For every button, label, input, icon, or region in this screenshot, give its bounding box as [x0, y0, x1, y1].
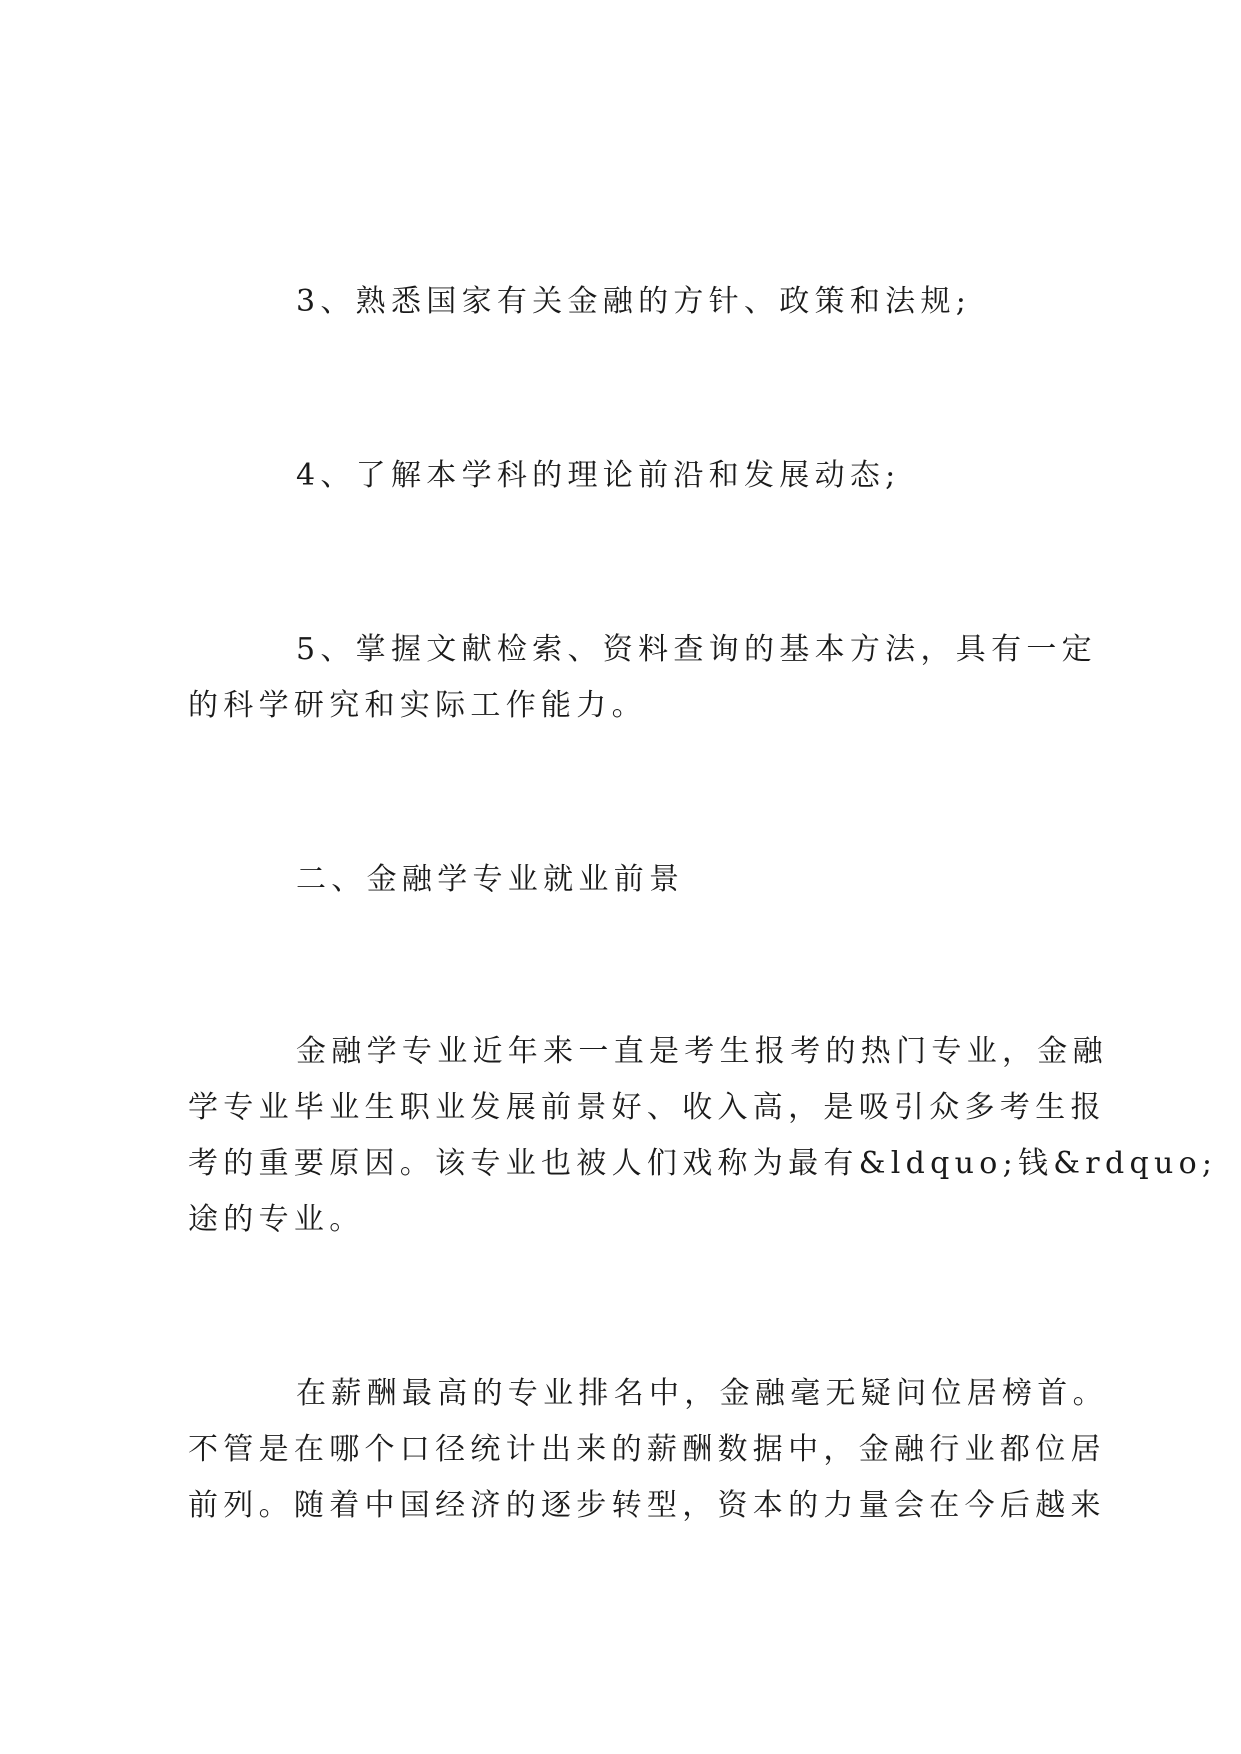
list-item-4: 4、了解本学科的理论前沿和发展动态; [296, 458, 901, 493]
paragraph-1-line-4: 途的专业。 [188, 1202, 365, 1237]
paragraph-1-line-1: 金融学专业近年来一直是考生报考的热门专业，金融 [296, 1034, 1108, 1069]
paragraph-1-line-3: 考的重要原因。该专业也被人们戏称为最有&ldquo;钱&rdquo; [188, 1146, 1218, 1181]
list-item-5-line-1: 5、掌握文献检索、资料查询的基本方法，具有一定 [296, 632, 1097, 667]
paragraph-1-line-2: 学专业毕业生职业发展前景好、收入高，是吸引众多考生报 [188, 1090, 1106, 1125]
list-item-3: 3、熟悉国家有关金融的方针、政策和法规; [296, 284, 972, 319]
paragraph-2-line-1: 在薪酬最高的专业排名中，金融毫无疑问位居榜首。 [296, 1376, 1108, 1411]
paragraph-2-line-3: 前列。随着中国经济的逐步转型，资本的力量会在今后越来 [188, 1488, 1106, 1523]
section-heading: 二、金融学专业就业前景 [296, 862, 685, 897]
paragraph-2-line-2: 不管是在哪个口径统计出来的薪酬数据中，金融行业都位居 [188, 1432, 1106, 1467]
list-item-5-line-2: 的科学研究和实际工作能力。 [188, 688, 647, 723]
